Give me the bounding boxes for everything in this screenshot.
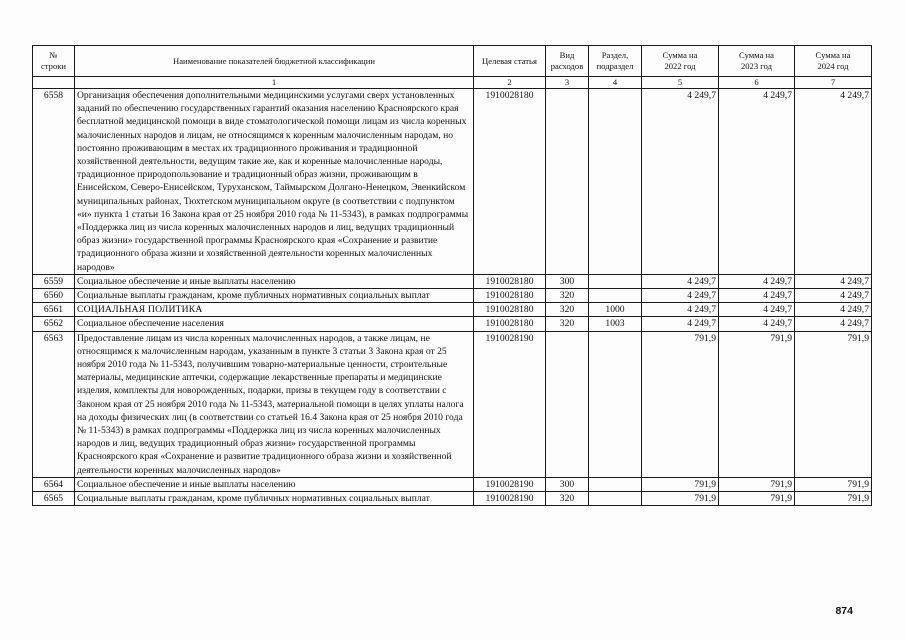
row-section [589,274,642,288]
row-section [589,492,642,506]
table-row [33,289,872,303]
table-row [33,492,872,506]
row-section [589,477,642,491]
header-row-number: № строки [33,46,75,77]
row-section [589,331,642,477]
row-sum-2022: 4 249,7 [642,317,719,331]
row-expense-kind [546,89,589,275]
index-cell: 7 [795,77,872,89]
row-sum-2023: 4 249,7 [719,303,795,317]
row-sum-2023: 4 249,7 [719,89,795,275]
row-sum-2022: 791,9 [642,492,719,506]
index-cell: 6 [719,77,795,89]
table-row [33,274,872,288]
table-row [33,331,872,477]
row-target-article: 1910028190 [474,331,546,477]
page-number: 874 [835,605,853,617]
row-expense-kind [546,331,589,477]
header-sum-2024: Сумма на 2024 год [795,46,872,77]
row-sum-2024: 4 249,7 [795,317,872,331]
row-expense-kind: 300 [546,477,589,491]
row-name: Социальное обеспечение населения [75,317,474,331]
row-expense-kind: 320 [546,317,589,331]
row-name: Предоставление лицам из числа коренных малочисленных народов, а также лицам, не относящимся к малочисленным народам, указанным в пункте 3 статьи 3 Закона края от 25 ноября 2010 года № 11-5343, получившим товарно-материальные ценности, строительные материалы, медицинские аптечки, содержащие лекарственные препараты и медицинские изделия, комплекты для новорожденных, подарки, призы в текущем году в соответствии с Законом края от 25 ноября 2010 года № 11-5343, материальной помощи в целях уплаты налога на доходы физических лиц (в соответствии со статьей 16.4 Закона края от 25 ноября 2010 года № 11-5343) в рамках подпрограммы «Поддержка лиц из числа коренных малочисленных народов и лиц, ведущих традиционный образ жизни» государственной программы Красноярского края «Сохранение и развитие традиционного образа жизни и хозяйственной деятельности коренных малочисленных народов» [75,331,474,477]
table-row [33,477,872,491]
row-sum-2024: 4 249,7 [795,274,872,288]
row-section [589,289,642,303]
row-number: 6559 [33,274,75,288]
column-index-row [33,77,872,89]
row-target-article: 1910028180 [474,274,546,288]
row-target-article: 1910028190 [474,477,546,491]
index-cell: 5 [642,77,719,89]
header-row [33,46,872,77]
row-section: 1003 [589,317,642,331]
row-name: СОЦИАЛЬНАЯ ПОЛИТИКА [75,303,474,317]
row-expense-kind: 320 [546,289,589,303]
row-number: 6558 [33,89,75,275]
row-sum-2024: 791,9 [795,477,872,491]
row-target-article: 1910028190 [474,492,546,506]
row-section [589,89,642,275]
row-target-article: 1910028180 [474,289,546,303]
header-section: Раздел, подраздел [589,46,642,77]
header-sum-2023: Сумма на 2023 год [719,46,795,77]
row-sum-2024: 4 249,7 [795,289,872,303]
row-sum-2022: 4 249,7 [642,89,719,275]
row-section: 1000 [589,303,642,317]
header-sum-2022: Сумма на 2022 год [642,46,719,77]
row-name: Социальные выплаты гражданам, кроме публичных нормативных социальных выплат [75,289,474,303]
row-sum-2024: 791,9 [795,331,872,477]
row-sum-2024: 791,9 [795,492,872,506]
row-number: 6565 [33,492,75,506]
row-sum-2022: 4 249,7 [642,289,719,303]
header-indicator-name: Наименование показателей бюджетной классификации [75,46,474,77]
row-sum-2023: 791,9 [719,331,795,477]
row-number: 6562 [33,317,75,331]
row-expense-kind: 320 [546,492,589,506]
row-name: Социальные выплаты гражданам, кроме публичных нормативных социальных выплат [75,492,474,506]
row-target-article: 1910028180 [474,317,546,331]
header-expense-kind: Вид расходов [546,46,589,77]
index-cell-blank [33,77,75,89]
table-row [33,303,872,317]
row-number: 6564 [33,477,75,491]
row-expense-kind: 300 [546,274,589,288]
row-sum-2023: 4 249,7 [719,317,795,331]
row-target-article: 1910028180 [474,303,546,317]
row-sum-2023: 4 249,7 [719,274,795,288]
index-cell: 2 [474,77,546,89]
table-row [33,89,872,275]
row-name: Социальное обеспечение и иные выплаты населению [75,477,474,491]
row-number: 6563 [33,331,75,477]
budget-table [32,45,872,506]
row-target-article: 1910028180 [474,89,546,275]
header-target-article: Целевая статья [474,46,546,77]
table-row [33,317,872,331]
row-number: 6560 [33,289,75,303]
row-sum-2022: 791,9 [642,331,719,477]
row-sum-2024: 4 249,7 [795,89,872,275]
index-cell: 3 [546,77,589,89]
row-expense-kind: 320 [546,303,589,317]
row-sum-2023: 791,9 [719,477,795,491]
row-sum-2023: 791,9 [719,492,795,506]
row-name: Организация обеспечения дополнительными медицинскими услугами сверх установленных заданий по обеспечению государственных гарантий оказания населению Красноярского края бесплатной медицинской помощи в виде стоматологической помощи лицам из числа коренных малочисленных народов и лицам, не относящимся к коренным малочисленным народам, но постоянно проживающим в местах их традиционного проживания и традиционной хозяйственной деятельности, ведущим такие же, как и коренные малочисленные народы, традиционное природопользование и традиционный образ жизни, проживающим в Енисейском, Северо-Енисейском, Туруханском, Таймырском Долгано-Ненецком, Эвенкийском муниципальных районах, Тюхтетском муниципальном округе (в соответствии с подпунктом «и» пункта 1 статьи 16 Закона края от 25 ноября 2010 года № 11-5343), в рамках подпрограммы «Поддержка лиц из числа коренных малочисленных народов и лиц, ведущих традиционный образ жизни» государственной программы Красноярского края «Сохранение и развитие традиционного образа жизни и хозяйственной деятельности коренных малочисленных народов» [75,89,474,275]
row-sum-2022: 791,9 [642,477,719,491]
row-sum-2022: 4 249,7 [642,303,719,317]
row-sum-2023: 4 249,7 [719,289,795,303]
row-name: Социальное обеспечение и иные выплаты населению [75,274,474,288]
index-cell: 4 [589,77,642,89]
row-number: 6561 [33,303,75,317]
index-cell: 1 [75,77,474,89]
row-sum-2022: 4 249,7 [642,274,719,288]
row-sum-2024: 4 249,7 [795,303,872,317]
